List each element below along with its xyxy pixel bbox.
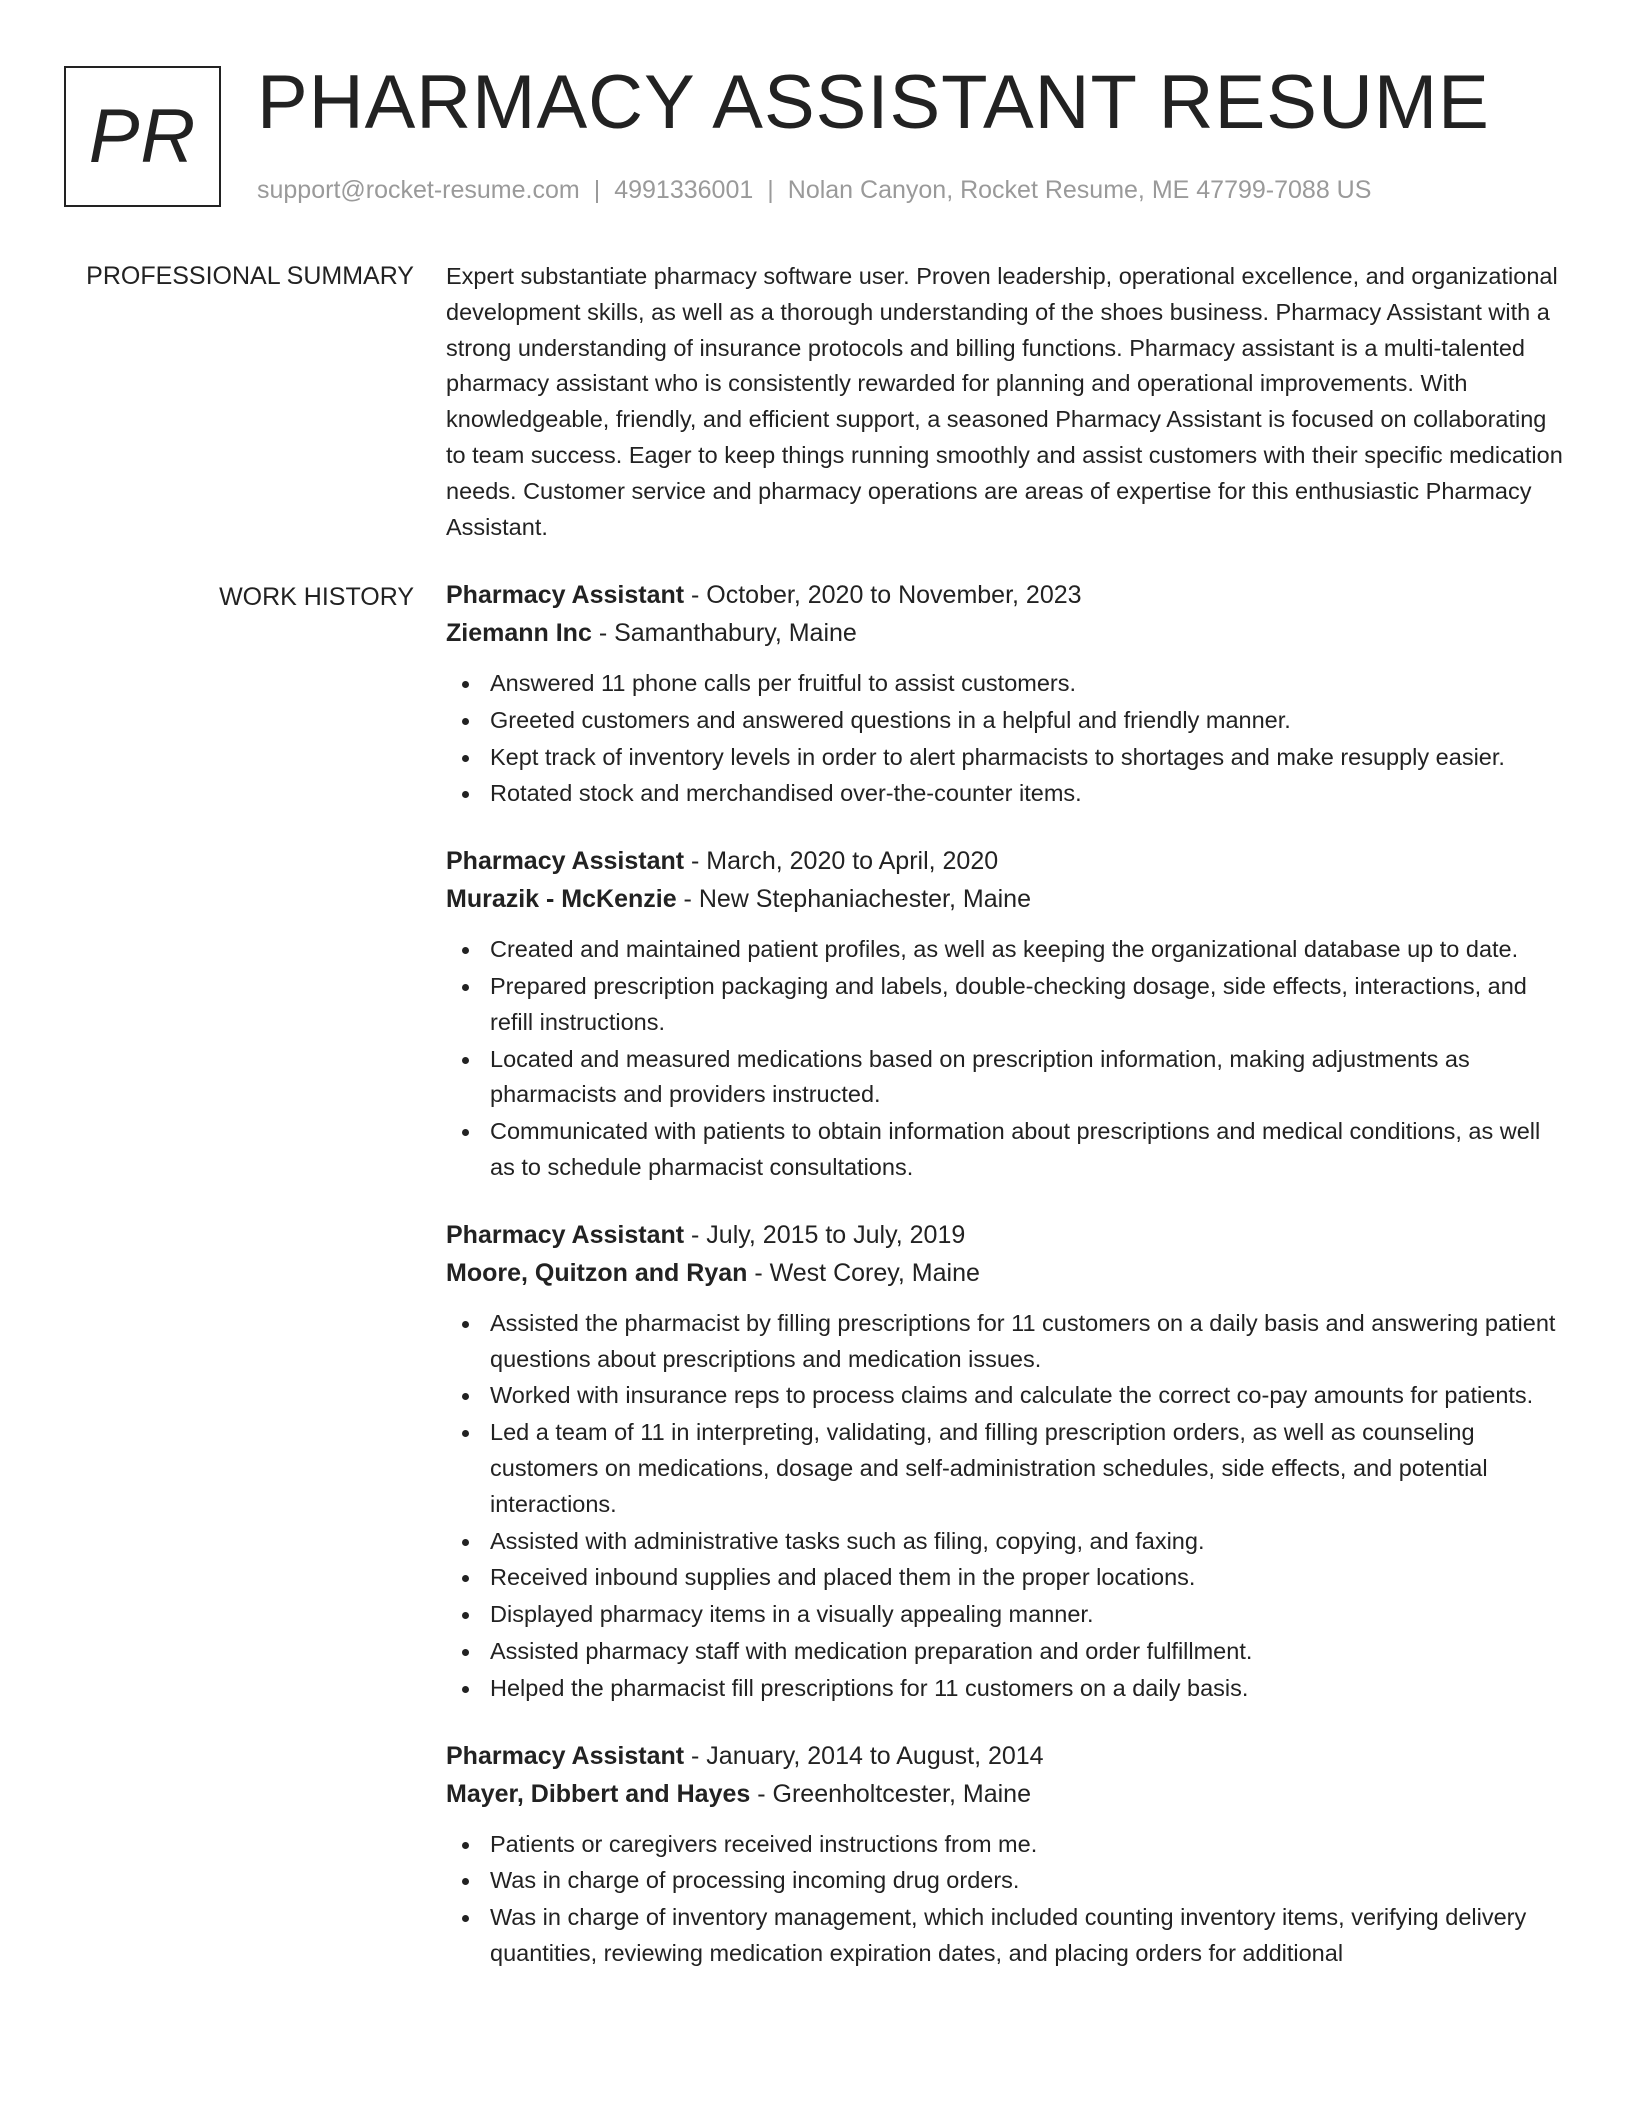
job-bullet: Helped the pharmacist fill prescriptions for 11 customers on a daily basis.: [446, 1671, 1564, 1707]
job-company: Ziemann Inc: [446, 619, 592, 647]
job-title: Pharmacy Assistant: [446, 581, 685, 609]
contact-line: [257, 174, 1371, 206]
job-bullet: Answered 11 phone calls per fruitful to assist customers.: [446, 666, 1564, 702]
job-bullets: [446, 1827, 1564, 1972]
section-label-professional-summary: PROFESSIONAL SUMMARY: [86, 262, 414, 290]
job-company: Murazik - McKenzie: [446, 885, 677, 914]
job-company-line: [446, 614, 1564, 652]
contact-address: Nolan Canyon, Rocket Resume, ME 47799-7088 US: [787, 176, 1372, 204]
job-bullet: Kept track of inventory levels in order to alert pharmacists to shortages and make resupply easier.: [446, 740, 1564, 776]
job-title-line: [446, 576, 1564, 614]
resume-title: PHARMACY ASSISTANT RESUME: [257, 60, 1490, 145]
job-company: Moore, Quitzon and Ryan: [446, 1258, 748, 1287]
job-location: - Samanthabury, Maine: [591, 619, 857, 647]
job-bullet: Assisted with administrative tasks such as filing, copying, and faxing.: [446, 1524, 1564, 1560]
job-bullet: Assisted the pharmacist by filling prescriptions for 11 customers on a daily basis and answering patient questions about prescriptions and medication issues.: [446, 1306, 1564, 1378]
job-bullets: [446, 932, 1564, 1186]
job-dates: - January, 2014 to August, 2014: [684, 1741, 1044, 1770]
job-title-line: [446, 1216, 1564, 1254]
section-label-work-history: WORK HISTORY: [219, 583, 414, 611]
contact-separator: |: [767, 176, 774, 204]
job-bullet: Greeted customers and answered questions in a helpful and friendly manner.: [446, 703, 1564, 739]
job-bullet: Rotated stock and merchandised over-the-counter items.: [446, 776, 1564, 812]
summary-text: Expert substantiate pharmacy software user. Proven leadership, operational excellence, and organizational development skills, as well as a thorough understanding of the shoes business. Pharmacy Assistant with a strong understanding of insurance protocols and billing functions. Pharmacy assistant is a multi-talented pharmacy assistant who is consistently rewarded for planning and operational improvements. With knowledgeable, friendly, and efficient support, a seasoned Pharmacy Assistant is focused on collaborating to team success. Eager to keep things running smoothly and assist customers with their specific medication needs. Customer service and pharmacy operations are areas of expertise for this enthusiastic Pharmacy Assistant.: [446, 263, 1563, 540]
contact-separator: |: [593, 176, 601, 204]
job-bullet: Patients or caregivers received instructions from me.: [446, 1827, 1564, 1863]
job-entry: [446, 1737, 1564, 1972]
job-company-line: [446, 1254, 1564, 1292]
professional-summary: [446, 259, 1564, 545]
job-dates: - July, 2015 to July, 2019: [684, 1220, 966, 1249]
job-entry: [446, 842, 1564, 1186]
job-bullet: Located and measured medications based on prescription information, making adjustments as pharmacists and providers instructed.: [446, 1042, 1564, 1114]
contact-email: support@rocket-resume.com: [257, 176, 580, 204]
job-bullet: Assisted pharmacy staff with medication preparation and order fulfillment.: [446, 1634, 1564, 1670]
job-bullet: Prepared prescription packaging and labels, double-checking dosage, side effects, interactions, and refill instructions.: [446, 969, 1564, 1041]
job-company: Mayer, Dibbert and Hayes: [446, 1779, 751, 1808]
job-bullets: [446, 666, 1564, 812]
job-bullet: Created and maintained patient profiles, as well as keeping the organizational database up to date.: [446, 932, 1564, 968]
job-dates: - March, 2020 to April, 2020: [684, 847, 999, 876]
job-entry: [446, 1216, 1564, 1707]
job-bullet: Received inbound supplies and placed them in the proper locations.: [446, 1560, 1564, 1596]
job-title: Pharmacy Assistant: [446, 1741, 685, 1770]
job-bullet: Displayed pharmacy items in a visually appealing manner.: [446, 1597, 1564, 1633]
job-title-line: [446, 842, 1564, 880]
job-bullet: Worked with insurance reps to process claims and calculate the correct co-pay amounts for patients.: [446, 1378, 1564, 1414]
job-title: Pharmacy Assistant: [446, 847, 685, 876]
job-bullet: Was in charge of processing incoming drug orders.: [446, 1863, 1564, 1899]
job-title-line: [446, 1737, 1564, 1775]
job-bullet: Communicated with patients to obtain information about prescriptions and medical conditions, as well as to schedule pharmacist consultations.: [446, 1114, 1564, 1186]
job-bullet: Was in charge of inventory management, which included counting inventory items, verifying delivery quantities, reviewing medication expiration dates, and placing orders for additional: [446, 1900, 1564, 1972]
job-bullet: Led a team of 11 in interpreting, validating, and filling prescription orders, as well as counseling customers on medications, dosage and self-administration schedules, side effects, and potential interactions.: [446, 1415, 1564, 1522]
job-location: - Greenholtcester, Maine: [750, 1779, 1031, 1808]
monogram-initials: PR: [88, 93, 197, 179]
job-location: - West Corey, Maine: [747, 1258, 980, 1287]
job-title: Pharmacy Assistant: [446, 1220, 685, 1249]
job-entry: [446, 576, 1564, 812]
work-history: [446, 576, 1564, 2002]
monogram-box: [64, 66, 221, 207]
job-location: - New Stephaniachester, Maine: [676, 885, 1031, 914]
job-company-line: [446, 880, 1564, 918]
job-bullets: [446, 1306, 1564, 1707]
job-dates: - October, 2020 to November, 2023: [684, 581, 1082, 609]
contact-phone: 4991336001: [614, 176, 754, 204]
job-company-line: [446, 1775, 1564, 1813]
